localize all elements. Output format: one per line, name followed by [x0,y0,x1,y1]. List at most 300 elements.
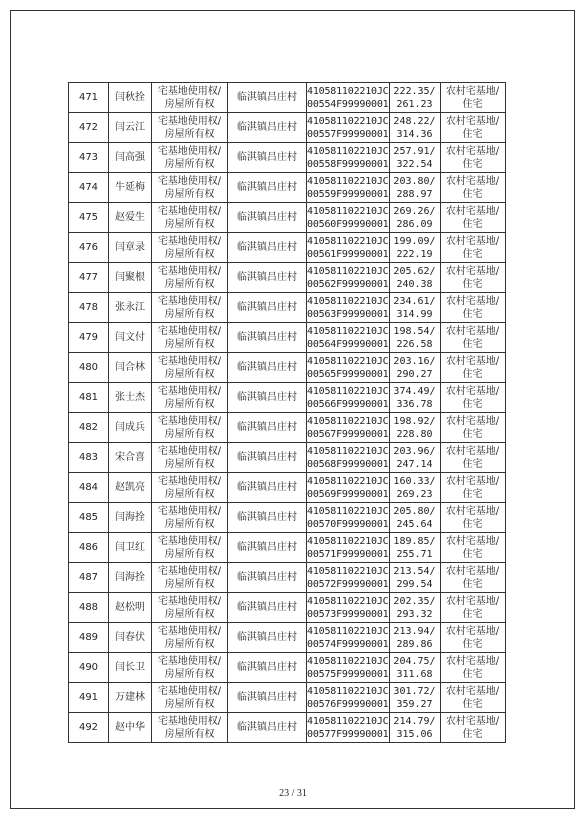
land-use-text: 住宅 [462,98,483,110]
right-type-text: 宅基地使用权/ [157,115,222,127]
area-text: 202.35/ [393,595,436,607]
record-number-text: 476 [78,242,99,253]
area-text: 359.27 [396,698,433,710]
owner-name-text: 闫海拴 [115,512,145,523]
right-type-text: 宅基地使用权/ [157,505,222,517]
land-use-text: 农村宅基地/ [445,295,500,307]
owner-name-text: 宋合喜 [115,452,145,463]
land-use-cell [440,413,505,443]
land-use-cell [440,473,505,503]
unit-code-text: 00560F99990001 [307,218,389,230]
unit-code-text: 410581102210JC [307,235,389,247]
table-row [69,533,506,563]
unit-code-text: 00564F99990001 [307,338,389,350]
record-number-text: 473 [78,152,99,163]
land-use-text: 农村宅基地/ [445,145,500,157]
land-use-cell [440,533,505,563]
unit-code-cell [307,263,390,293]
right-type-text: 房屋所有权 [164,428,215,440]
area-text: 198.92/ [393,415,436,427]
area-text: 222.19 [396,248,433,260]
land-use-text: 住宅 [462,368,483,380]
land-use-text: 住宅 [462,248,483,260]
area-text: 289.86 [396,638,433,650]
land-use-text: 农村宅基地/ [445,415,500,427]
record-number-text: 480 [78,362,99,373]
right-type-text: 宅基地使用权/ [157,595,222,607]
land-use-text: 农村宅基地/ [445,355,500,367]
land-use-cell [440,203,505,233]
area-cell [389,173,440,203]
area-cell [389,683,440,713]
unit-code-text: 410581102210JC [307,175,389,187]
right-type-text: 房屋所有权 [164,668,215,680]
area-text: 203.96/ [393,445,436,457]
area-text: 213.54/ [393,565,436,577]
right-type-text: 房屋所有权 [164,548,215,560]
land-use-text: 住宅 [462,218,483,230]
area-text: 205.62/ [393,265,436,277]
location-cell [228,533,307,563]
unit-code-text: 00565F99990001 [307,368,389,380]
area-text: 290.27 [396,368,433,380]
record-number-text: 488 [78,602,99,613]
owner-name-cell [109,113,152,143]
unit-code-cell [307,203,390,233]
land-use-text: 住宅 [462,518,483,530]
unit-code-cell [307,653,390,683]
right-type-cell [152,323,228,353]
unit-code-text: 00563F99990001 [307,308,389,320]
unit-code-cell [307,713,390,743]
right-type-cell [152,383,228,413]
right-type-text: 房屋所有权 [164,398,215,410]
location-text: 临淇镇吕庄村 [237,482,297,493]
location-text: 临淇镇吕庄村 [237,722,297,733]
area-cell [389,563,440,593]
area-text: 248.22/ [393,115,436,127]
owner-name-text: 闫长卫 [115,662,145,673]
area-cell [389,653,440,683]
land-use-cell [440,383,505,413]
area-text: 299.54 [396,578,433,590]
record-number-cell [69,683,109,713]
record-number-text: 486 [78,542,99,553]
table-row [69,413,506,443]
right-type-cell [152,413,228,443]
record-number-cell [69,413,109,443]
area-cell [389,203,440,233]
land-use-text: 住宅 [462,158,483,170]
area-text: 374.49/ [393,385,436,397]
owner-name-text: 闫高强 [115,152,145,163]
right-type-cell [152,443,228,473]
owner-name-text: 闫成兵 [115,422,145,433]
right-type-text: 房屋所有权 [164,638,215,650]
area-cell [389,233,440,263]
unit-code-cell [307,413,390,443]
record-number-cell [69,503,109,533]
table-row [69,173,506,203]
right-type-cell [152,263,228,293]
land-use-text: 农村宅基地/ [445,445,500,457]
location-cell [228,263,307,293]
owner-name-text: 闫云江 [115,122,145,133]
area-cell [389,443,440,473]
table-row [69,683,506,713]
unit-code-text: 00566F99990001 [307,398,389,410]
area-text: 189.85/ [393,535,436,547]
owner-name-cell [109,443,152,473]
area-text: 322.54 [396,158,433,170]
unit-code-text: 00567F99990001 [307,428,389,440]
land-use-cell [440,263,505,293]
location-cell [228,323,307,353]
location-text: 临淇镇吕庄村 [237,302,297,313]
location-cell [228,413,307,443]
area-text: 247.14 [396,458,433,470]
area-text: 203.80/ [393,175,436,187]
land-use-text: 住宅 [462,428,483,440]
land-use-text: 住宅 [462,638,483,650]
land-use-text: 农村宅基地/ [445,325,500,337]
land-use-text: 住宅 [462,458,483,470]
record-number-cell [69,173,109,203]
location-text: 临淇镇吕庄村 [237,362,297,373]
unit-code-text: 410581102210JC [307,85,389,97]
record-number-cell [69,83,109,113]
area-cell [389,143,440,173]
table-row [69,263,506,293]
location-cell [228,683,307,713]
location-cell [228,83,307,113]
owner-name-cell [109,293,152,323]
land-use-text: 住宅 [462,308,483,320]
location-text: 临淇镇吕庄村 [237,272,297,283]
area-text: 199.09/ [393,235,436,247]
land-use-text: 农村宅基地/ [445,625,500,637]
record-number-cell [69,293,109,323]
location-cell [228,353,307,383]
unit-code-text: 410581102210JC [307,445,389,457]
owner-name-text: 闫聚根 [115,272,145,283]
unit-code-text: 00573F99990001 [307,608,389,620]
right-type-text: 房屋所有权 [164,608,215,620]
land-use-text: 农村宅基地/ [445,385,500,397]
right-type-text: 房屋所有权 [164,248,215,260]
owner-name-cell [109,203,152,233]
table-row [69,293,506,323]
location-cell [228,653,307,683]
owner-name-cell [109,83,152,113]
right-type-text: 宅基地使用权/ [157,535,222,547]
area-cell [389,83,440,113]
unit-code-cell [307,503,390,533]
owner-name-cell [109,173,152,203]
land-use-cell [440,113,505,143]
unit-code-cell [307,383,390,413]
record-number-text: 489 [78,632,99,643]
location-text: 临淇镇吕庄村 [237,572,297,583]
unit-code-text: 410581102210JC [307,475,389,487]
registry-table-body [69,83,506,743]
right-type-text: 宅基地使用权/ [157,715,222,727]
unit-code-text: 00575F99990001 [307,668,389,680]
unit-code-text: 00572F99990001 [307,578,389,590]
owner-name-cell [109,713,152,743]
record-number-text: 474 [78,182,99,193]
record-number-cell [69,353,109,383]
record-number-cell [69,653,109,683]
record-number-cell [69,143,109,173]
unit-code-text: 00569F99990001 [307,488,389,500]
location-cell [228,233,307,263]
unit-code-text: 410581102210JC [307,265,389,277]
owner-name-cell [109,653,152,683]
right-type-text: 宅基地使用权/ [157,655,222,667]
right-type-text: 房屋所有权 [164,98,215,110]
area-text: 255.71 [396,548,433,560]
unit-code-cell [307,323,390,353]
right-type-text: 房屋所有权 [164,368,215,380]
land-use-text: 住宅 [462,398,483,410]
right-type-text: 房屋所有权 [164,308,215,320]
record-number-text: 478 [78,302,99,313]
unit-code-cell [307,293,390,323]
right-type-text: 房屋所有权 [164,488,215,500]
unit-code-text: 00561F99990001 [307,248,389,260]
owner-name-text: 牛延梅 [115,182,145,193]
unit-code-text: 00562F99990001 [307,278,389,290]
record-number-cell [69,593,109,623]
area-text: 288.97 [396,188,433,200]
right-type-text: 房屋所有权 [164,728,215,740]
right-type-text: 宅基地使用权/ [157,355,222,367]
right-type-text: 宅基地使用权/ [157,235,222,247]
table-row [69,233,506,263]
owner-name-text: 闫秋拴 [115,92,145,103]
record-number-cell [69,623,109,653]
unit-code-cell [307,623,390,653]
land-use-cell [440,293,505,323]
right-type-cell [152,353,228,383]
location-text: 临淇镇吕庄村 [237,332,297,343]
owner-name-text: 张士杰 [115,392,145,403]
right-type-text: 房屋所有权 [164,518,215,530]
land-use-text: 住宅 [462,188,483,200]
record-number-text: 491 [78,692,99,703]
location-cell [228,713,307,743]
area-text: 228.80 [396,428,433,440]
unit-code-text: 00554F99990001 [307,98,389,110]
land-use-text: 住宅 [462,278,483,290]
owner-name-cell [109,533,152,563]
location-cell [228,173,307,203]
land-use-cell [440,83,505,113]
unit-code-cell [307,473,390,503]
land-use-cell [440,683,505,713]
area-cell [389,293,440,323]
record-number-cell [69,323,109,353]
land-use-text: 农村宅基地/ [445,235,500,247]
unit-code-text: 410581102210JC [307,355,389,367]
land-use-text: 农村宅基地/ [445,115,500,127]
location-cell [228,383,307,413]
land-use-cell [440,143,505,173]
right-type-cell [152,563,228,593]
record-number-cell [69,203,109,233]
right-type-cell [152,143,228,173]
unit-code-cell [307,113,390,143]
area-text: 240.38 [396,278,433,290]
area-text: 314.99 [396,308,433,320]
owner-name-cell [109,383,152,413]
owner-name-text: 赵松明 [115,602,145,613]
area-text: 245.64 [396,518,433,530]
land-use-text: 住宅 [462,668,483,680]
owner-name-text: 闫文付 [115,332,145,343]
right-type-text: 房屋所有权 [164,128,215,140]
area-text: 257.91/ [393,145,436,157]
owner-name-text: 赵凯亮 [115,482,145,493]
right-type-cell [152,233,228,263]
unit-code-text: 410581102210JC [307,715,389,727]
right-type-text: 房屋所有权 [164,218,215,230]
unit-code-text: 410581102210JC [307,655,389,667]
unit-code-cell [307,683,390,713]
table-row [69,593,506,623]
land-use-cell [440,503,505,533]
right-type-cell [152,713,228,743]
owner-name-text: 闫章录 [115,242,145,253]
right-type-text: 宅基地使用权/ [157,415,222,427]
unit-code-text: 00571F99990001 [307,548,389,560]
right-type-cell [152,83,228,113]
location-cell [228,203,307,233]
right-type-text: 房屋所有权 [164,578,215,590]
owner-name-cell [109,233,152,263]
area-text: 234.61/ [393,295,436,307]
area-text: 301.72/ [393,685,436,697]
location-text: 临淇镇吕庄村 [237,152,297,163]
area-text: 336.78 [396,398,433,410]
area-text: 286.09 [396,218,433,230]
land-use-text: 住宅 [462,728,483,740]
table-row [69,323,506,353]
owner-name-cell [109,473,152,503]
land-use-text: 农村宅基地/ [445,175,500,187]
area-text: 269.23 [396,488,433,500]
location-text: 临淇镇吕庄村 [237,632,297,643]
table-row [69,623,506,653]
owner-name-text: 闫合林 [115,362,145,373]
land-use-cell [440,623,505,653]
table-row [69,353,506,383]
table-row [69,473,506,503]
location-cell [228,443,307,473]
land-use-cell [440,563,505,593]
land-use-cell [440,593,505,623]
unit-code-text: 410581102210JC [307,595,389,607]
right-type-cell [152,113,228,143]
record-number-cell [69,443,109,473]
right-type-cell [152,533,228,563]
location-text: 临淇镇吕庄村 [237,182,297,193]
unit-code-cell [307,593,390,623]
land-use-cell [440,173,505,203]
right-type-text: 宅基地使用权/ [157,625,222,637]
area-text: 293.32 [396,608,433,620]
location-cell [228,473,307,503]
unit-code-cell [307,83,390,113]
land-use-text: 农村宅基地/ [445,265,500,277]
location-text: 临淇镇吕庄村 [237,602,297,613]
land-use-text: 住宅 [462,338,483,350]
unit-code-text: 410581102210JC [307,505,389,517]
unit-code-text: 00570F99990001 [307,518,389,530]
record-number-cell [69,233,109,263]
unit-code-cell [307,353,390,383]
location-text: 临淇镇吕庄村 [237,422,297,433]
unit-code-text: 410581102210JC [307,535,389,547]
owner-name-cell [109,683,152,713]
owner-name-cell [109,503,152,533]
right-type-cell [152,503,228,533]
right-type-cell [152,683,228,713]
area-cell [389,323,440,353]
unit-code-text: 00557F99990001 [307,128,389,140]
land-use-text: 住宅 [462,548,483,560]
right-type-cell [152,653,228,683]
record-number-text: 484 [78,482,99,493]
page-number: 23 / 31 [279,788,307,799]
owner-name-text: 赵中华 [115,722,145,733]
right-type-text: 宅基地使用权/ [157,205,222,217]
right-type-text: 宅基地使用权/ [157,145,222,157]
table-row [69,203,506,233]
land-use-text: 住宅 [462,128,483,140]
unit-code-cell [307,173,390,203]
area-text: 213.94/ [393,625,436,637]
location-text: 临淇镇吕庄村 [237,512,297,523]
area-text: 314.36 [396,128,433,140]
right-type-text: 宅基地使用权/ [157,445,222,457]
land-use-text: 农村宅基地/ [445,475,500,487]
owner-name-text: 万建林 [115,692,145,703]
right-type-text: 房屋所有权 [164,458,215,470]
record-number-cell [69,473,109,503]
owner-name-cell [109,563,152,593]
land-use-text: 住宅 [462,578,483,590]
right-type-text: 房屋所有权 [164,278,215,290]
land-use-text: 农村宅基地/ [445,205,500,217]
unit-code-cell [307,143,390,173]
location-cell [228,503,307,533]
record-number-cell [69,713,109,743]
location-text: 临淇镇吕庄村 [237,452,297,463]
unit-code-cell [307,563,390,593]
unit-code-cell [307,443,390,473]
location-text: 临淇镇吕庄村 [237,392,297,403]
area-cell [389,533,440,563]
right-type-text: 宅基地使用权/ [157,565,222,577]
owner-name-cell [109,143,152,173]
record-number-text: 475 [78,212,99,223]
owner-name-text: 赵爱生 [115,212,145,223]
unit-code-text: 410581102210JC [307,145,389,157]
right-type-cell [152,293,228,323]
owner-name-cell [109,623,152,653]
